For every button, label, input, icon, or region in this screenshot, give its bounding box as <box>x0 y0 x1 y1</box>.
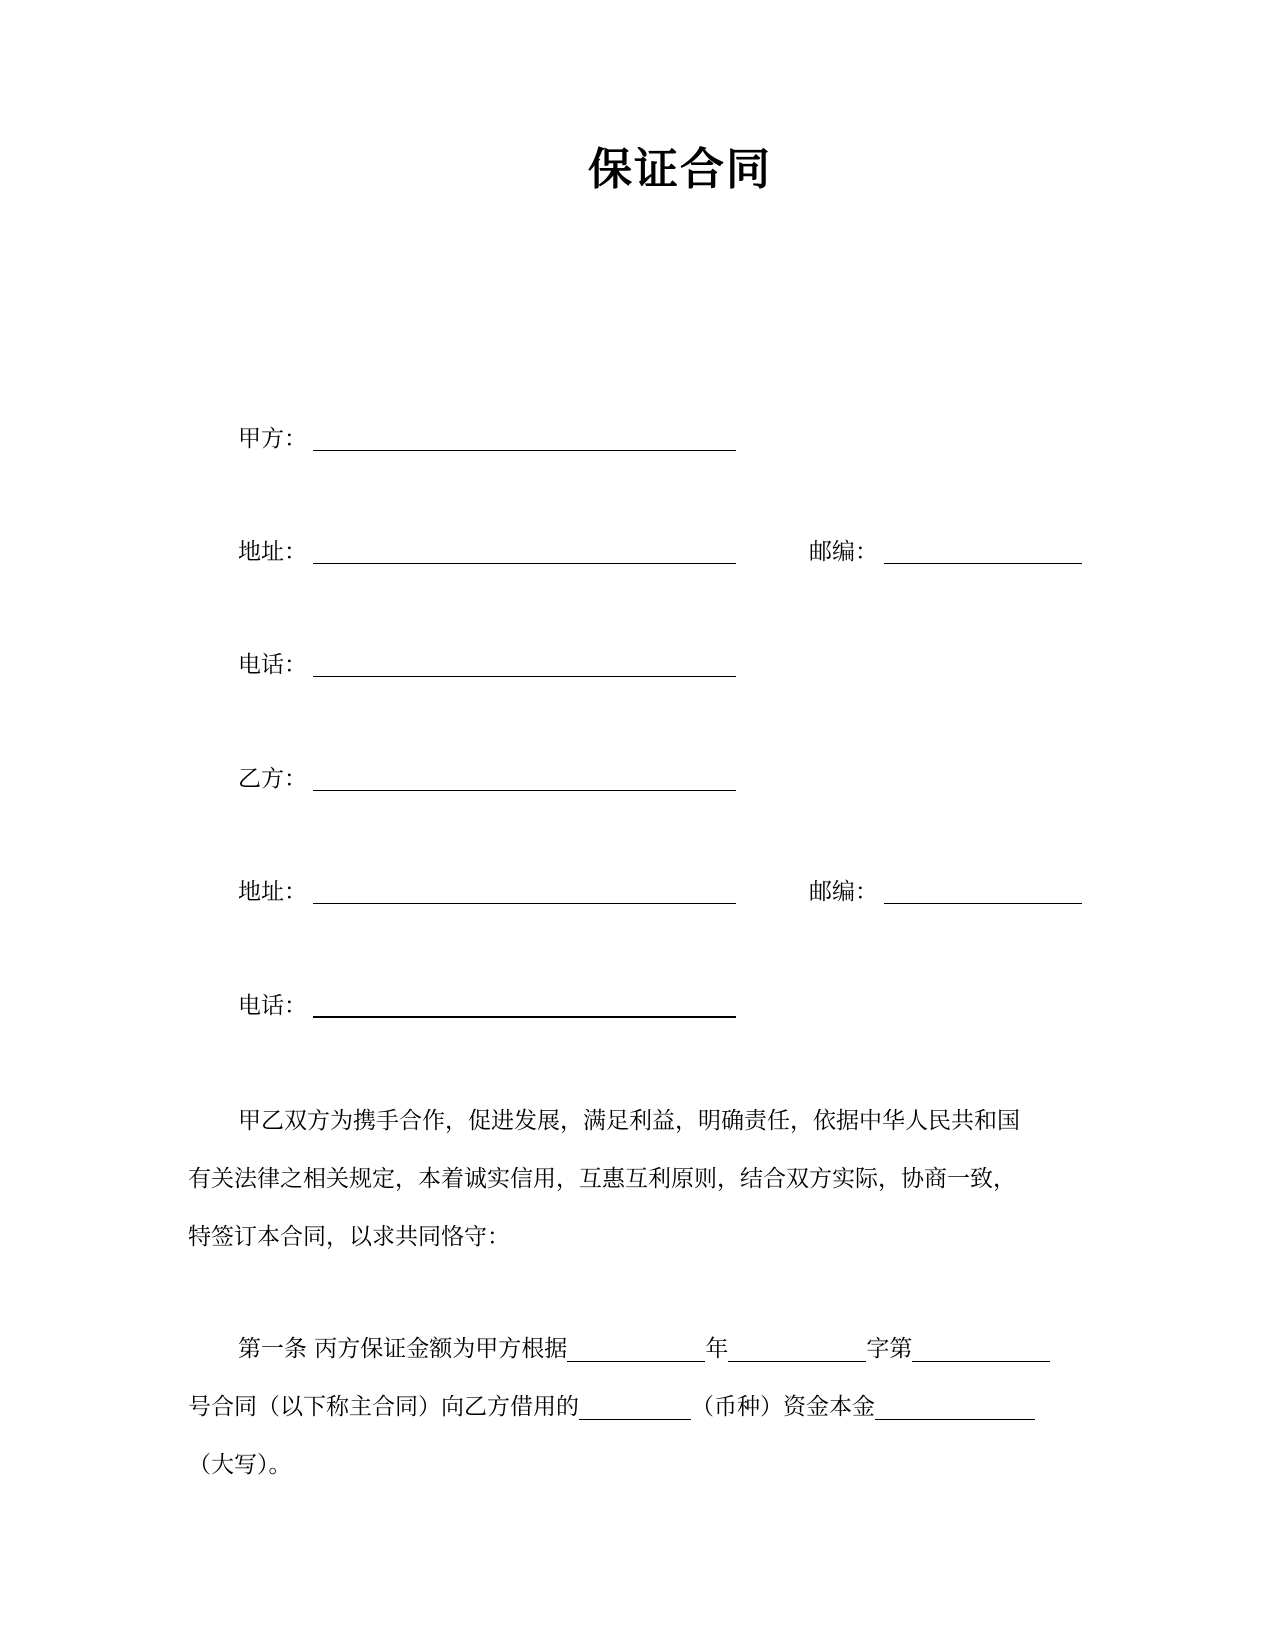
party-a-address-label: 地址： <box>238 539 307 565</box>
article-1-text-1: 第一条 丙方保证金额为甲方根据 <box>238 1336 568 1362</box>
article-1-text-6: （大写）。 <box>188 1452 292 1478</box>
party-a-label: 甲方： <box>238 426 307 452</box>
preamble-line-2: 有关法律之相关规定，本着诚实信用，互惠互利原则，结合双方实际，协商一致， <box>188 1166 1016 1192</box>
article-1-currency-blank[interactable] <box>579 1395 691 1420</box>
party-a-phone-label: 电话： <box>238 652 307 678</box>
party-b-address-field <box>238 878 307 906</box>
preamble-line-1: 甲乙双方为携手合作，促进发展，满足利益，明确责任，依据中华人民共和国 <box>238 1108 1020 1134</box>
article-1-line-2 <box>188 1378 1088 1436</box>
page-title: 保证合同 <box>588 144 772 195</box>
party-b-phone-label: 电话： <box>238 993 307 1019</box>
party-a-postcode-field <box>809 538 878 566</box>
article-1-prefix-blank[interactable] <box>728 1337 866 1362</box>
party-b-field <box>238 765 307 793</box>
article-1-principal-blank[interactable] <box>875 1395 1035 1420</box>
party-b-phone-field <box>238 992 307 1020</box>
party-b-label: 乙方： <box>238 766 307 792</box>
article-1-number-blank[interactable] <box>912 1337 1050 1362</box>
party-b-postcode-field <box>809 878 878 906</box>
article-1-paragraph <box>188 1320 1088 1494</box>
article-1-text-5: （币种）资金本金 <box>691 1394 875 1420</box>
party-a-phone-field <box>238 651 307 679</box>
article-1-text-2: 年 <box>705 1336 729 1362</box>
preamble-line-3: 特签订本合同，以求共同恪守： <box>188 1224 510 1250</box>
article-1-line-1 <box>188 1320 1088 1378</box>
article-1-text-4: 号合同（以下称主合同）向乙方借用的 <box>188 1394 579 1420</box>
party-a-field <box>238 425 307 453</box>
article-1-text-3: 字第 <box>866 1336 913 1362</box>
article-1-line-3 <box>188 1436 1088 1494</box>
article-1-year-blank[interactable] <box>567 1337 705 1362</box>
party-a-postcode-label: 邮编： <box>809 539 878 565</box>
party-b-address-label: 地址： <box>238 879 307 905</box>
party-a-address-field <box>238 538 307 566</box>
preamble-paragraph <box>188 1092 1088 1266</box>
party-b-postcode-label: 邮编： <box>809 879 878 905</box>
